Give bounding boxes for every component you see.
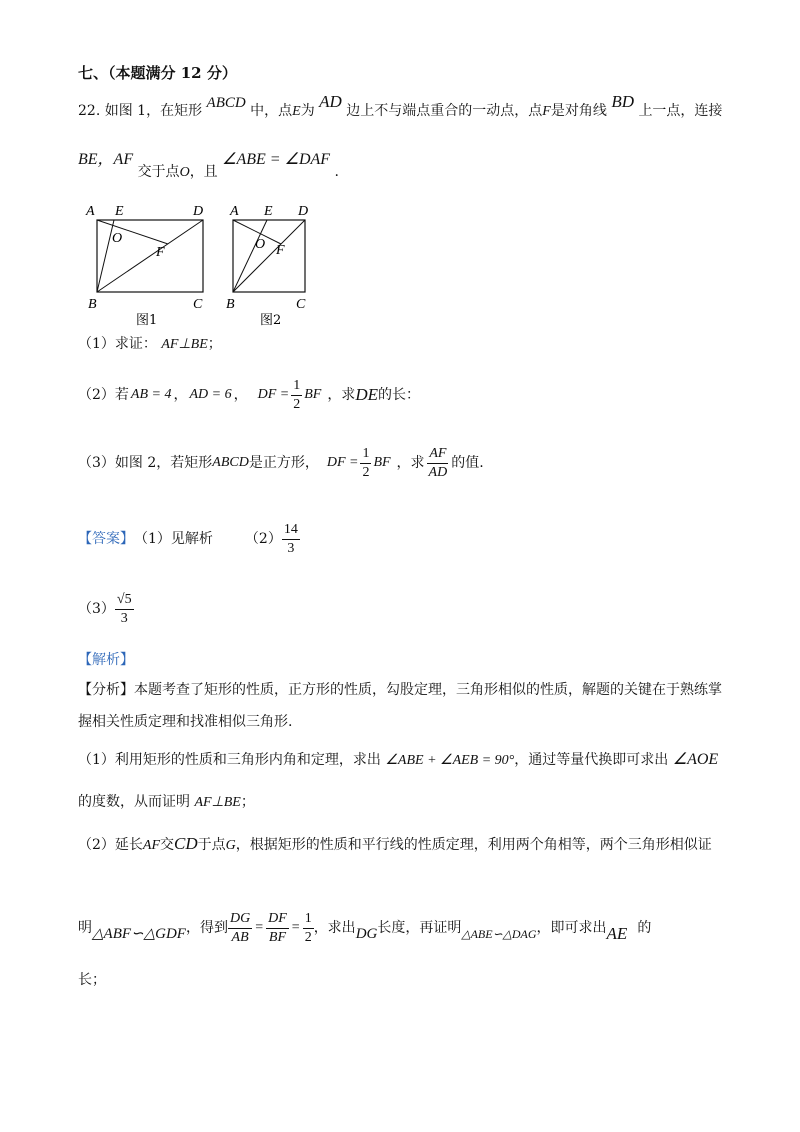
section-title: 七、（本题满分 12 分） — [78, 64, 237, 82]
question-1 — [78, 334, 222, 355]
numerator: 1 — [291, 377, 302, 396]
text: ，求出 — [313, 920, 356, 936]
label-f: F — [276, 243, 285, 258]
label-a: A — [86, 204, 95, 219]
text: 的 — [637, 920, 652, 936]
label-o: O — [255, 237, 266, 252]
text: ，通过等量代换即可求出 — [514, 752, 669, 768]
text: 于点 — [197, 837, 226, 853]
denominator: 3 — [120, 610, 128, 626]
text: 的度数，从而证明 — [78, 794, 190, 810]
numerator: AF — [427, 445, 448, 464]
math-be-af: BE，AF — [78, 151, 134, 168]
math-angle-sum: ∠ABE + ∠AEB = 90° — [385, 753, 515, 768]
answer-2-fraction — [282, 521, 300, 558]
text: ，求 — [396, 455, 425, 471]
math-dg: DG — [355, 926, 378, 942]
problem-line-2 — [78, 150, 339, 180]
label-c: C — [193, 297, 203, 312]
segment-be — [233, 220, 267, 292]
numerator: 1 — [303, 910, 314, 929]
figure-2 — [222, 198, 332, 328]
diagonal-bd — [233, 220, 305, 292]
text: （2）若 — [78, 387, 129, 403]
math-ab: AB = 4 — [130, 387, 172, 402]
analysis-tag: 【解析】 — [78, 652, 134, 668]
label-b: B — [226, 297, 235, 312]
numerator: √5 — [115, 591, 134, 610]
figure-1 — [80, 198, 220, 328]
label-d: D — [298, 204, 309, 219]
fraction-df-bf — [266, 910, 289, 947]
analysis-fenxi-line-1 — [78, 680, 722, 700]
text: 交 — [160, 837, 175, 853]
label-b: B — [88, 297, 97, 312]
denominator: 2 — [293, 396, 301, 412]
denominator: BF — [268, 929, 286, 945]
text: 明 — [78, 920, 92, 936]
label-f: F — [156, 245, 165, 260]
text: 是正方形， — [248, 455, 319, 471]
question-2 — [78, 372, 420, 418]
math-abcd: ABCD — [206, 95, 246, 111]
math-aoe: ∠AOE — [672, 751, 719, 768]
analysis-p2b — [78, 904, 651, 952]
text: （1）利用矩形的性质和三角形内角和定理，求出 — [78, 752, 381, 768]
text: ，且 — [189, 164, 218, 180]
problem-line-1 — [78, 92, 723, 122]
fraction-af-ad — [427, 445, 450, 482]
math-ad: AD = 6 — [189, 387, 232, 402]
math-de: DE — [355, 385, 378, 404]
math-g: G — [225, 838, 236, 853]
caption-fig2: 图2 — [260, 313, 282, 328]
fraction-half — [360, 445, 371, 482]
math-af-perp-be: AF⊥BE — [161, 337, 208, 352]
text: ，即可求出 — [536, 920, 607, 936]
denominator: 3 — [287, 540, 295, 556]
math-df: DF = — [326, 455, 359, 470]
denominator: AD — [428, 464, 448, 480]
text: 的值. — [451, 455, 484, 471]
text: （2）延长 — [78, 837, 143, 853]
denominator: AB — [231, 929, 249, 945]
text: 的长： — [377, 387, 420, 403]
answer-3-line — [78, 586, 134, 632]
fraction-dg-ab — [228, 910, 252, 947]
fenxi-tag: 【分析】 — [78, 682, 134, 698]
text: 上一点，连接 — [638, 103, 723, 119]
math-bd: BD — [611, 92, 634, 111]
text: ； — [240, 794, 255, 810]
denominator: 2 — [362, 464, 370, 480]
math-f: F — [542, 104, 551, 119]
answer-tag: 【答案】 — [78, 531, 134, 547]
numerator: 1 — [360, 445, 371, 464]
text: 为 — [300, 103, 315, 119]
math-af-perp-be: AF⊥BE — [194, 795, 241, 810]
label-d: D — [193, 204, 204, 219]
answer-1: （1）见解析 — [134, 531, 213, 547]
question-3 — [78, 438, 484, 488]
text: . — [334, 164, 339, 180]
math-angle-equation: ∠ABE = ∠DAF — [222, 151, 331, 168]
label-e: E — [115, 204, 124, 219]
answer-line — [78, 516, 300, 562]
numerator: DF — [266, 910, 289, 929]
math-abcd: ABCD — [212, 455, 249, 470]
equals: = — [255, 920, 264, 935]
text: （1）求证： — [78, 336, 157, 352]
analysis-p2c: 长； — [78, 972, 106, 988]
analysis-p1 — [78, 750, 718, 771]
text: 长度，再证明 — [377, 920, 462, 936]
numerator: DG — [228, 910, 252, 929]
text: ，求 — [327, 387, 356, 403]
analysis-fenxi-line-2: 握相关性质定理和找准相似三角形. — [78, 714, 293, 730]
math-cd: CD — [174, 834, 198, 853]
text: 边上不与端点重合的一动点，点 — [346, 103, 543, 119]
label-c: C — [296, 297, 306, 312]
fraction-half — [291, 377, 302, 414]
label-e: E — [264, 204, 273, 219]
answer-3-fraction — [115, 591, 134, 628]
math-af: AF — [142, 838, 161, 853]
equals: = — [291, 920, 300, 935]
math-ad: AD — [319, 92, 342, 111]
text: 本题考查了矩形的性质，正方形的性质，勾股定理，三角形相似的性质，解题的关键在于熟练掌 — [134, 682, 722, 698]
text: ， — [173, 387, 188, 403]
analysis-p2 — [78, 834, 712, 856]
math-df: DF = — [257, 387, 290, 402]
caption-fig1: 图1 — [136, 313, 158, 328]
label-o: O — [112, 231, 123, 246]
text: 交于点 — [137, 164, 180, 180]
math-bf: BF — [304, 387, 322, 402]
fraction-half — [303, 910, 314, 947]
text: 中，点 — [250, 103, 293, 119]
math-e: E — [292, 104, 301, 119]
text: ，根据矩形的性质和平行线的性质定理，利用两个角相等，两个三角形相似证 — [235, 837, 712, 853]
math-bf: BF — [373, 455, 391, 470]
denominator: 2 — [304, 929, 312, 945]
text: ； — [207, 336, 222, 352]
text: 22. 如图 1，在矩形 — [78, 103, 203, 119]
label-a: A — [230, 204, 239, 219]
text: ， — [233, 387, 248, 403]
numerator: 14 — [282, 521, 300, 540]
math-similar-2: △ABE∽△DAG — [461, 927, 537, 941]
math-similar-1: △ABF∽△GDF — [92, 926, 186, 942]
text: （3）如图 2，若矩形 — [78, 455, 213, 471]
answer-3-label: （3） — [78, 601, 115, 617]
answer-2-label: （2） — [244, 531, 282, 547]
math-ae: AE — [606, 924, 628, 943]
segment-af — [97, 220, 168, 244]
text: 是对角线 — [550, 103, 607, 119]
math-o: O — [179, 165, 190, 180]
text: ，得到 — [185, 920, 228, 936]
analysis-p1b — [78, 792, 255, 813]
